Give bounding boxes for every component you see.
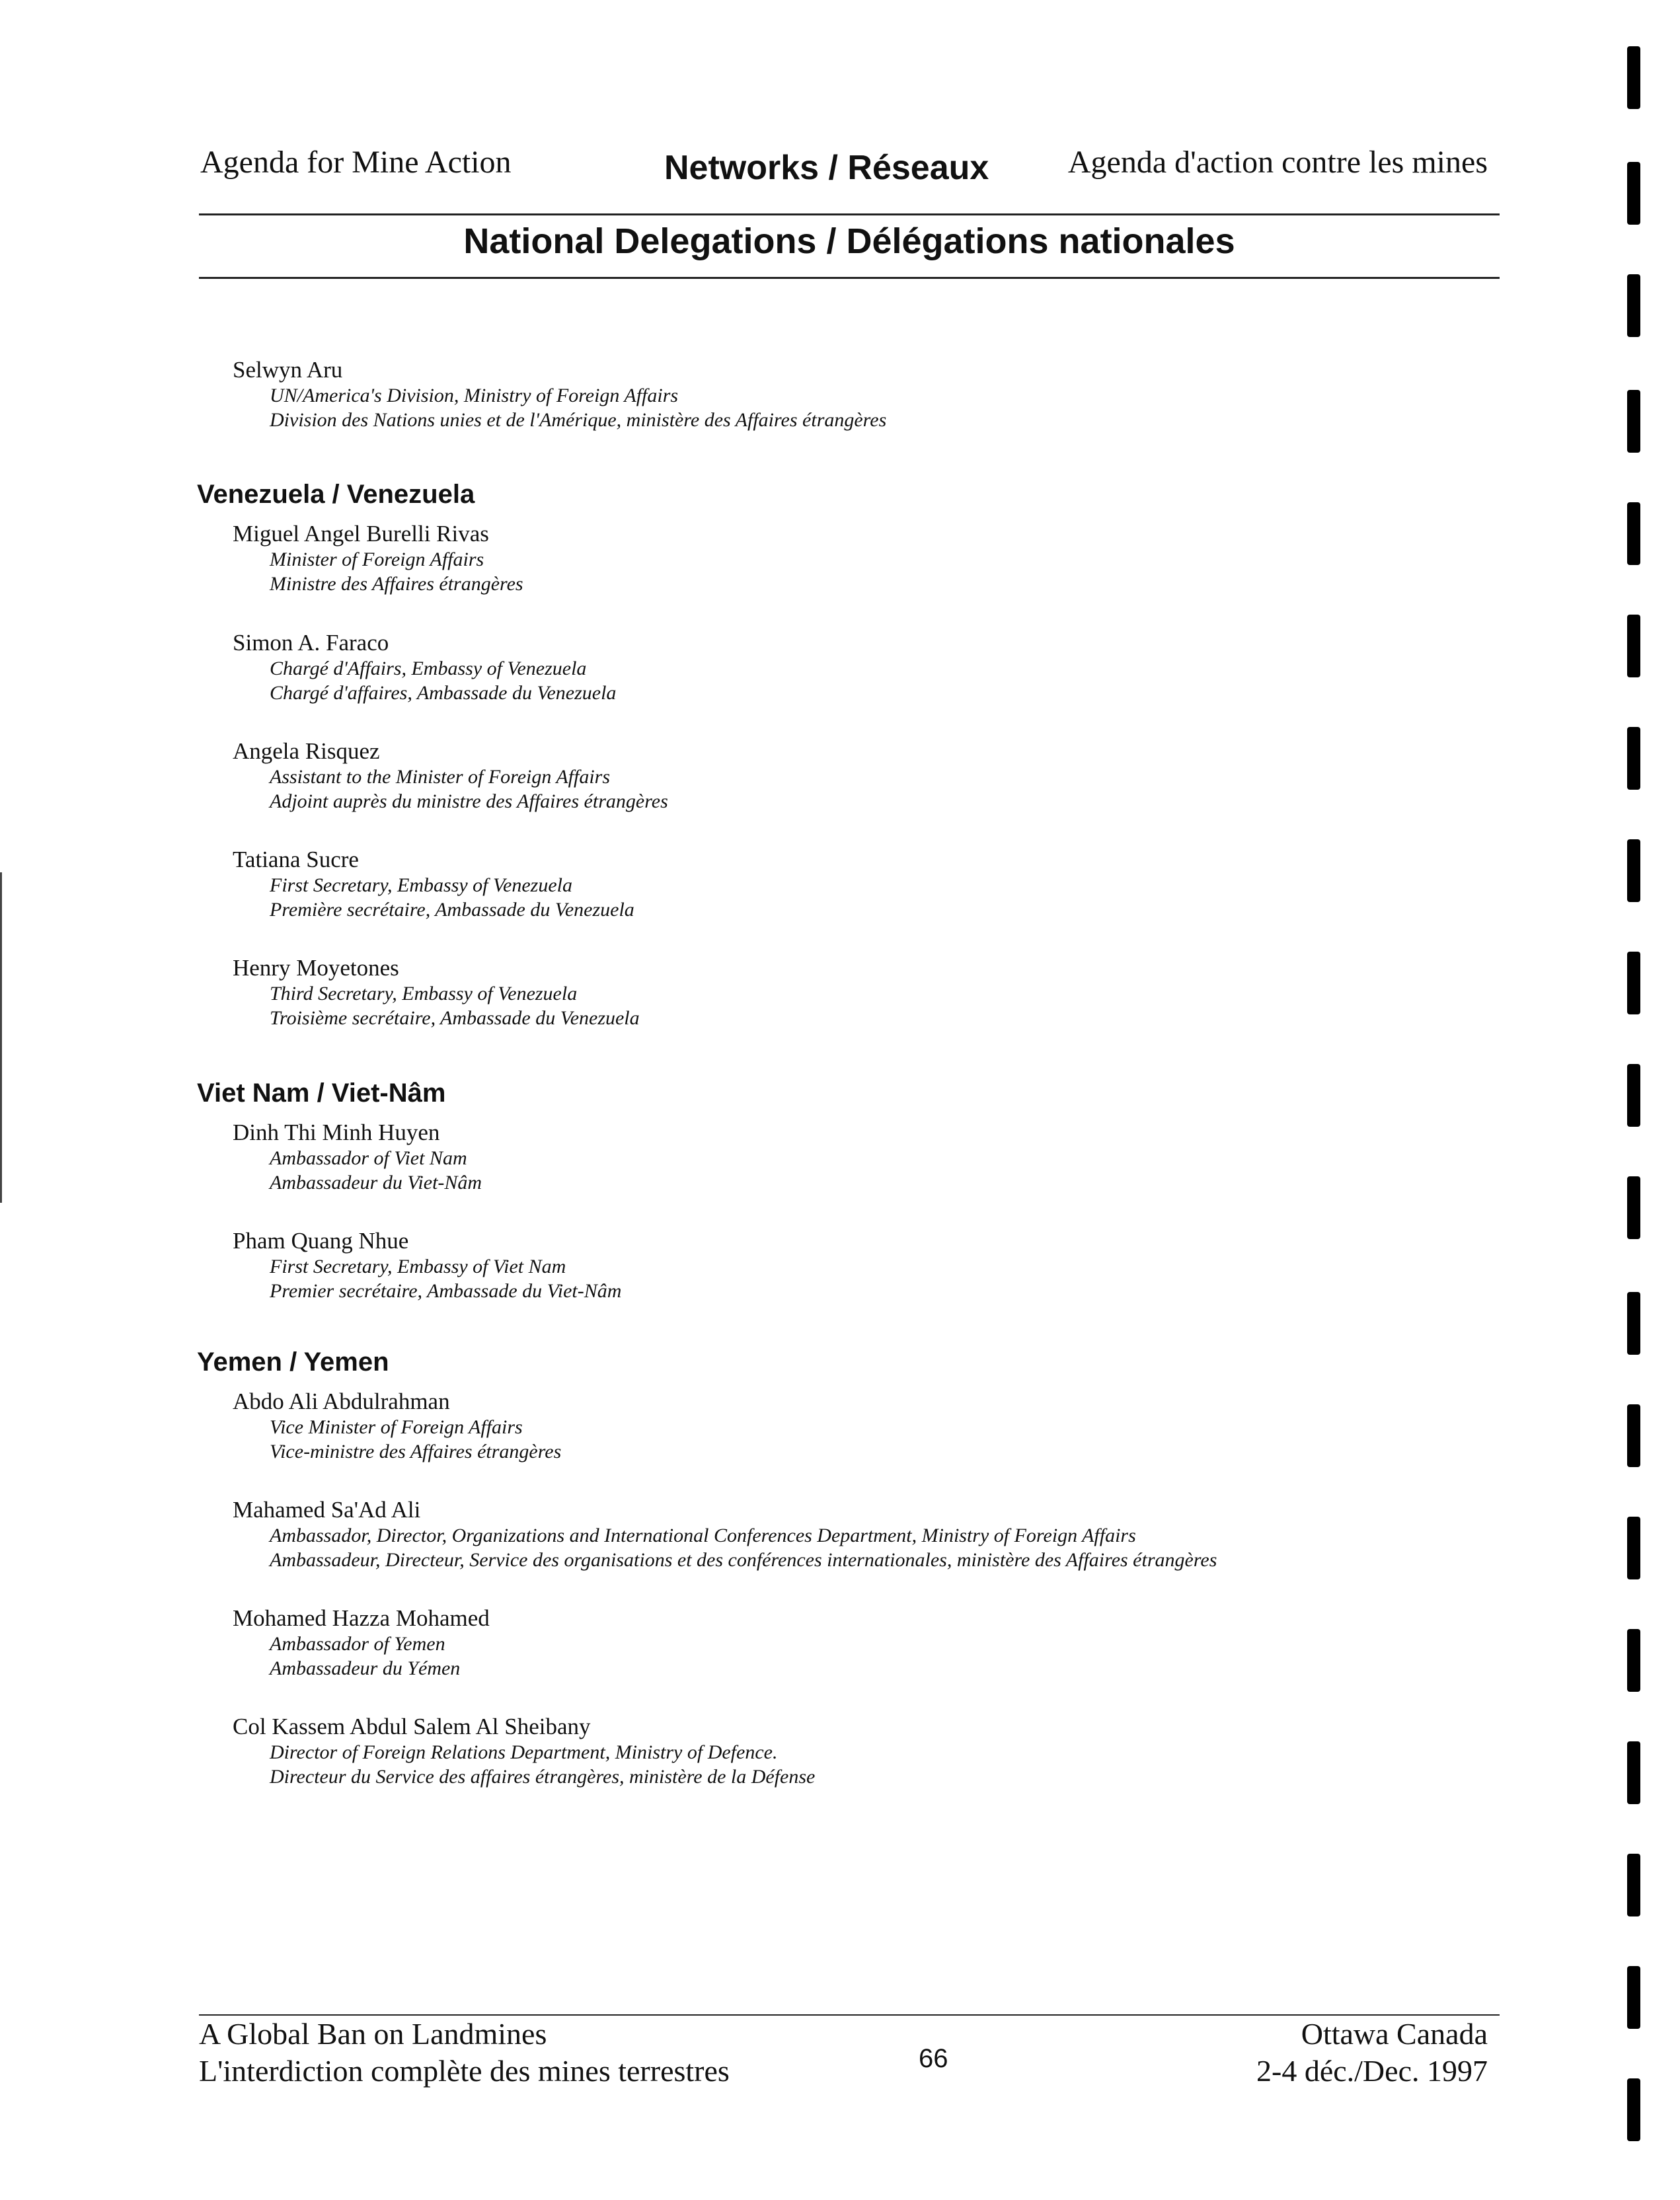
binding-mark <box>1627 2078 1640 2141</box>
delegate-entry <box>233 1388 561 1464</box>
delegate-name: Dinh Thi Minh Huyen <box>233 1119 440 1145</box>
country-heading: Venezuela / Venezuela <box>197 480 475 509</box>
delegate-entry <box>233 847 634 922</box>
header-rule-top <box>199 213 1500 215</box>
delegate-title-fr: Directeur du Service des affaires étrangères, ministère de la Défense <box>270 1766 816 1788</box>
delegate-name: Pham Quang Nhue <box>233 1228 409 1254</box>
scan-edge-line <box>0 872 2 1203</box>
delegate-name: Mohamed Hazza Mohamed <box>233 1605 490 1631</box>
delegate-title-en: Third Secretary, Embassy of Venezuela <box>270 983 578 1005</box>
delegate-title-fr: Ambassadeur, Directeur, Service des organisations et des conférences internationales, ministère des Affaires étrangères <box>270 1549 1217 1571</box>
delegate-entry <box>233 1228 621 1303</box>
binding-mark <box>1627 46 1640 109</box>
delegate-name: Selwyn Aru <box>233 357 343 383</box>
binding-mark <box>1627 1176 1640 1239</box>
delegate-entry <box>233 630 616 705</box>
delegate-title-fr: Ambassadeur du Yémen <box>270 1657 461 1679</box>
header-center-title: Networks / Réseaux <box>664 149 989 187</box>
delegate-title-fr: Première secrétaire, Ambassade du Venezuela <box>270 899 634 921</box>
delegate-title-en: First Secretary, Embassy of Venezuela <box>270 874 572 896</box>
delegate-name: Tatiana Sucre <box>233 847 359 872</box>
delegate-entry <box>233 1119 482 1195</box>
delegate-name: Mahamed Sa'Ad Ali <box>233 1497 421 1523</box>
section-title: National Delegations / Délégations nationales <box>463 221 1235 261</box>
delegate-title-fr: Division des Nations unies et de l'Amérique, ministère des Affaires étrangères <box>270 409 887 431</box>
delegate-name: Angela Risquez <box>233 738 380 764</box>
delegate-title-fr: Ambassadeur du Viet-Nâm <box>270 1172 482 1194</box>
delegate-entry <box>233 955 640 1030</box>
footer-right-line2: 2-4 déc./Dec. 1997 <box>1256 2054 1488 2088</box>
delegate-name: Abdo Ali Abdulrahman <box>233 1388 450 1414</box>
delegate-title-en: Chargé d'Affairs, Embassy of Venezuela <box>270 658 587 679</box>
delegate-title-en: Ambassador of Yemen <box>270 1633 445 1655</box>
header-rule-bottom <box>199 277 1500 279</box>
delegate-name: Col Kassem Abdul Salem Al Sheibany <box>233 1714 591 1739</box>
delegate-title-en: First Secretary, Embassy of Viet Nam <box>270 1256 566 1277</box>
binding-mark <box>1627 952 1640 1014</box>
binding-mark <box>1627 615 1640 677</box>
delegate-title-fr: Ministre des Affaires étrangères <box>270 573 523 595</box>
footer-left-line1: A Global Ban on Landmines <box>199 2017 547 2051</box>
binding-mark <box>1627 1517 1640 1579</box>
delegate-entry <box>233 521 523 596</box>
delegate-title-en: Minister of Foreign Affairs <box>270 549 484 570</box>
binding-mark <box>1627 162 1640 225</box>
footer-right-line1: Ottawa Canada <box>1301 2017 1488 2051</box>
binding-mark <box>1627 1854 1640 1916</box>
delegate-name: Simon A. Faraco <box>233 630 389 656</box>
delegate-entry <box>233 1605 490 1681</box>
country-heading: Viet Nam / Viet-Nâm <box>197 1079 446 1108</box>
delegate-title-en: Director of Foreign Relations Department, Ministry of Defence. <box>270 1741 778 1763</box>
delegate-title-fr: Adjoint auprès du ministre des Affaires étrangères <box>270 790 668 812</box>
delegate-title-fr: Vice-ministre des Affaires étrangères <box>270 1441 562 1462</box>
binding-mark <box>1627 1404 1640 1467</box>
binding-mark <box>1627 1064 1640 1127</box>
binding-mark <box>1627 727 1640 790</box>
footer-right <box>1256 2016 1488 2090</box>
footer-left-line2: L'interdiction complète des mines terrestres <box>199 2054 730 2088</box>
binding-mark <box>1627 274 1640 337</box>
delegate-title-en: Ambassador of Viet Nam <box>270 1147 467 1169</box>
delegate-entry <box>233 1714 815 1789</box>
delegate-title-en: Assistant to the Minister of Foreign Affairs <box>270 766 611 788</box>
delegate-title-fr: Premier secrétaire, Ambassade du Viet-Nâm <box>270 1280 622 1302</box>
page-number: 66 <box>919 2044 948 2073</box>
delegate-title-fr: Troisième secrétaire, Ambassade du Venezuela <box>270 1007 640 1029</box>
delegate-entry <box>233 1497 1217 1572</box>
header-right-title: Agenda d'action contre les mines <box>1067 145 1488 180</box>
delegate-name: Henry Moyetones <box>233 955 399 981</box>
binding-mark <box>1627 1629 1640 1692</box>
binding-mark <box>1627 1966 1640 2029</box>
footer-left <box>199 2016 730 2090</box>
binding-mark <box>1627 839 1640 902</box>
delegate-title-fr: Chargé d'affaires, Ambassade du Venezuela <box>270 682 617 704</box>
delegate-name: Miguel Angel Burelli Rivas <box>233 521 489 547</box>
binding-mark <box>1627 390 1640 453</box>
delegate-title-en: Ambassador, Director, Organizations and International Conferences Department, Ministry of Foreign Affairs <box>270 1525 1136 1546</box>
binding-mark <box>1627 1741 1640 1804</box>
header-left-title: Agenda for Mine Action <box>200 145 512 180</box>
delegate-entry <box>233 357 886 432</box>
delegate-title-en: UN/America's Division, Ministry of Foreign Affairs <box>270 385 679 406</box>
binding-mark <box>1627 502 1640 565</box>
country-heading: Yemen / Yemen <box>197 1347 389 1377</box>
delegate-title-en: Vice Minister of Foreign Affairs <box>270 1416 523 1438</box>
binding-mark <box>1627 1292 1640 1355</box>
delegate-entry <box>233 738 668 814</box>
